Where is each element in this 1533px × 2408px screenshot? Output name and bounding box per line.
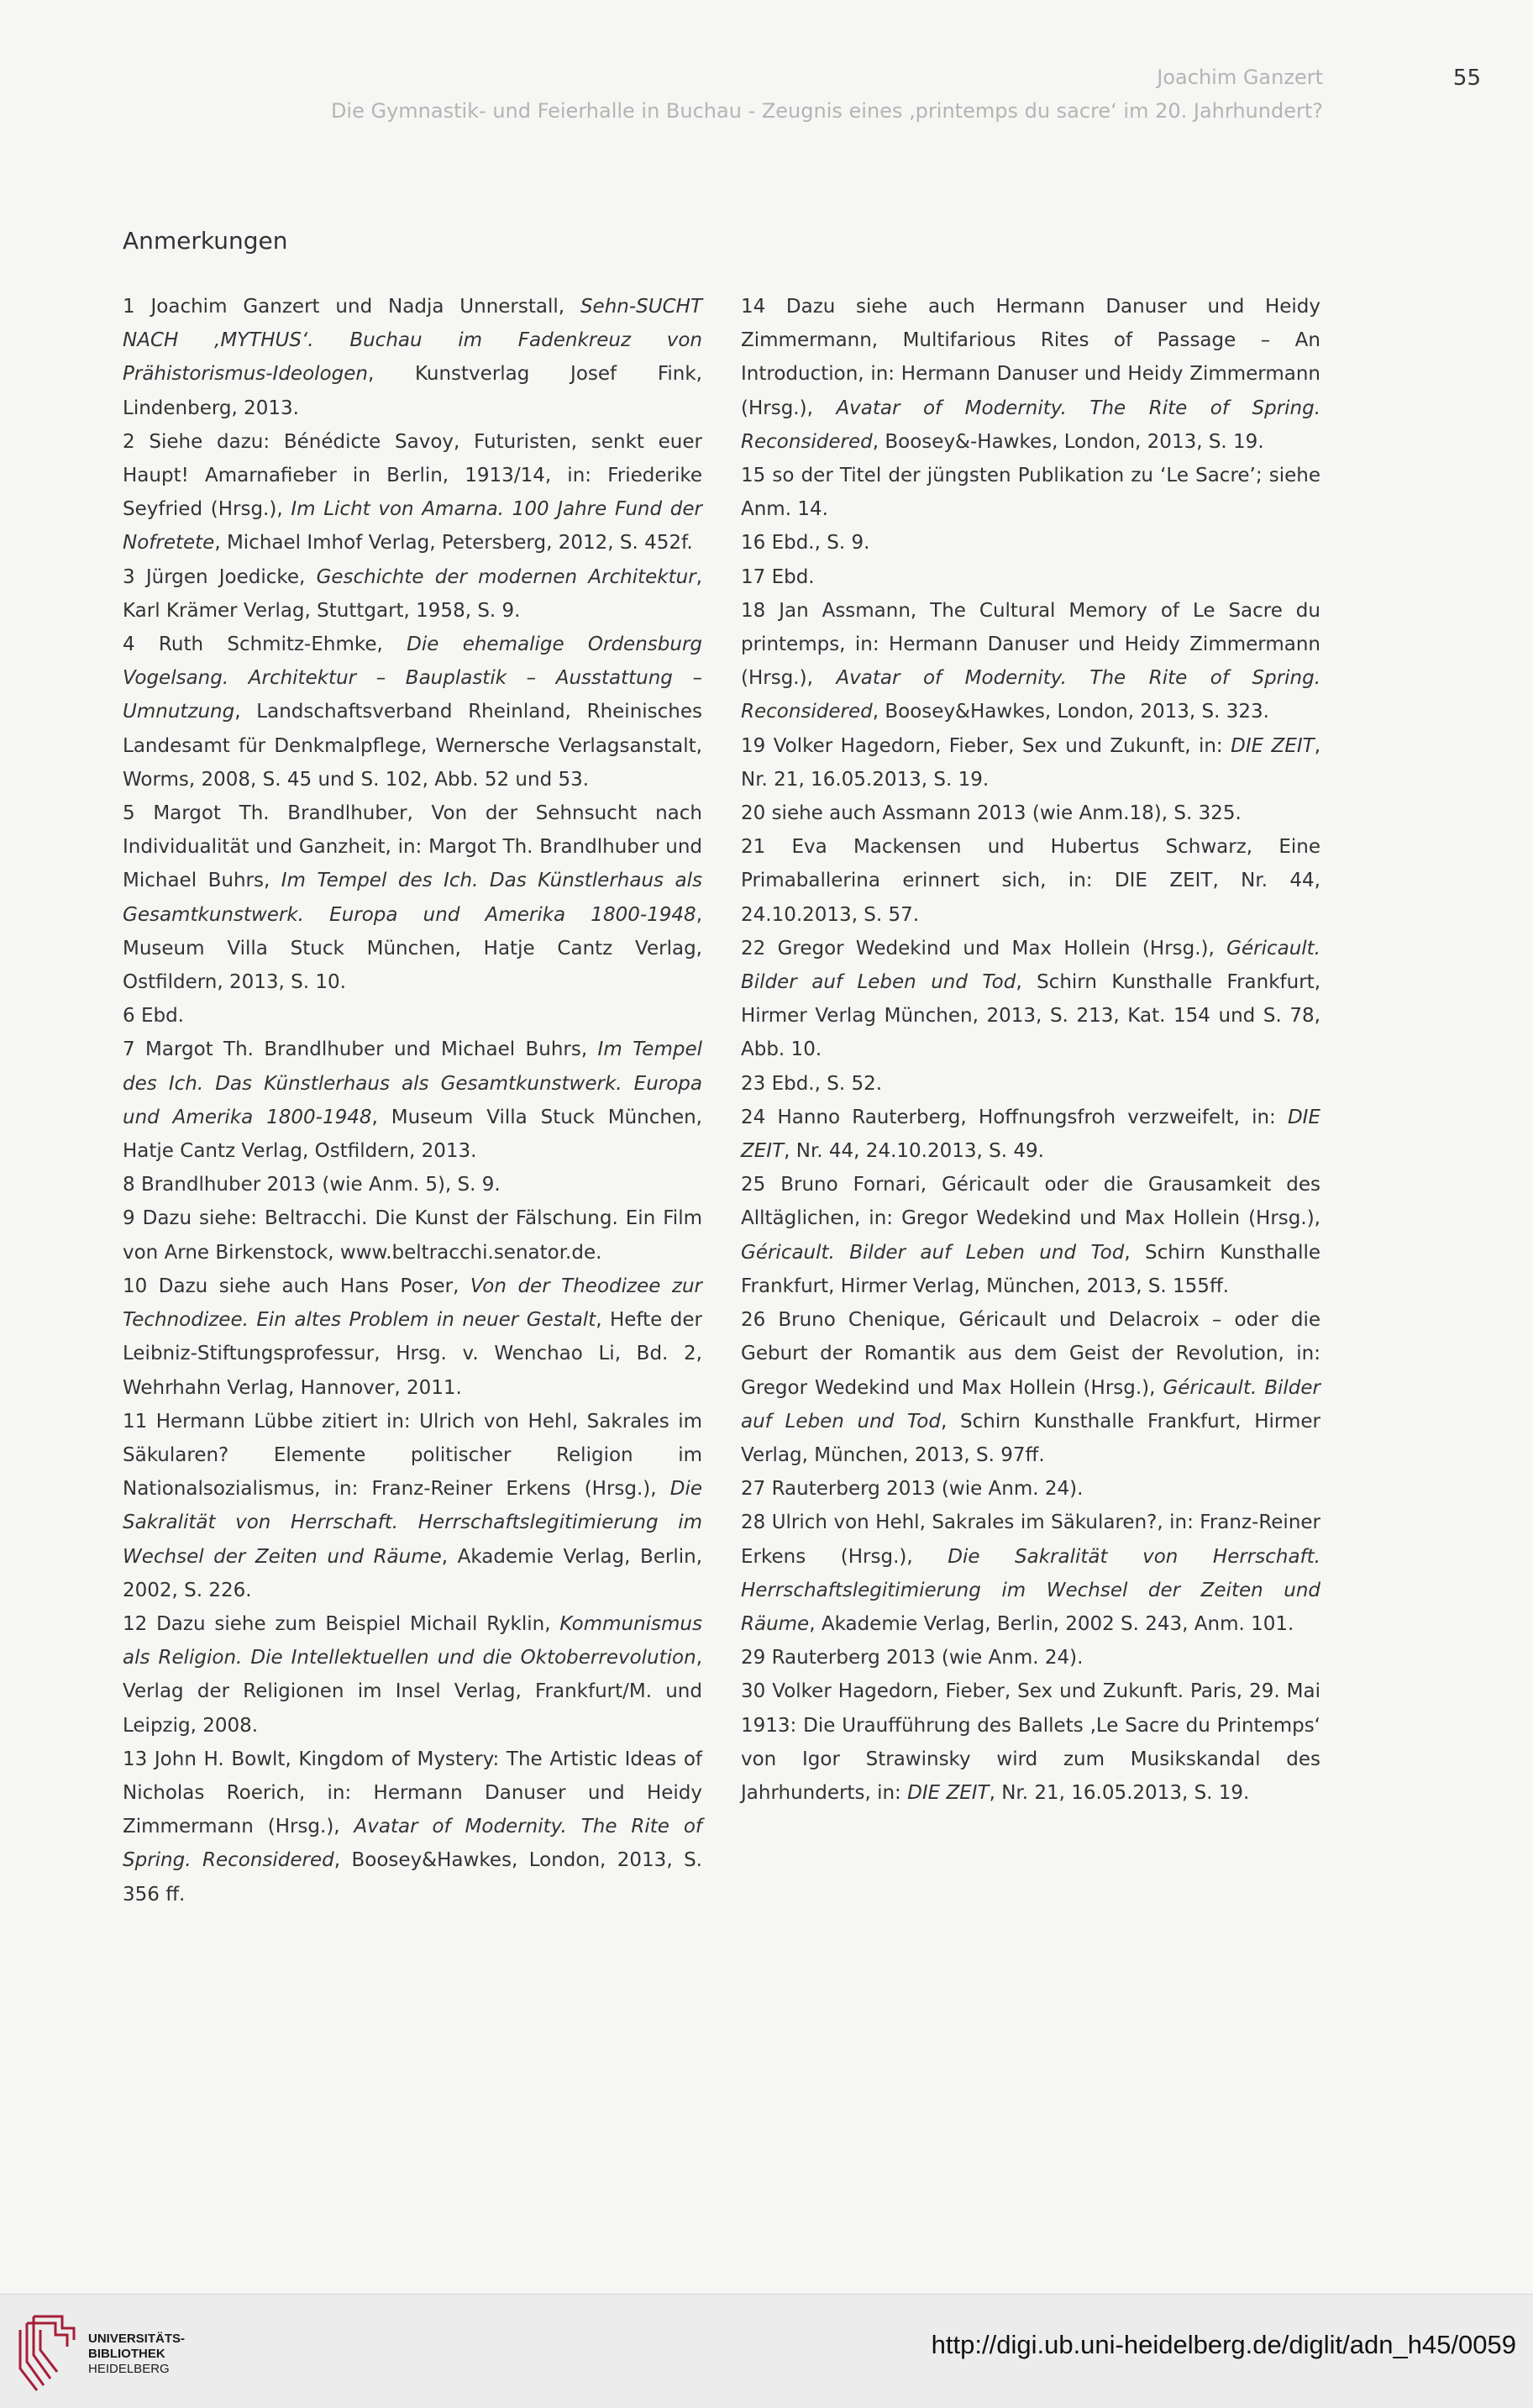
footnote	[741, 729, 1320, 797]
notes-column-left	[123, 290, 702, 1911]
footnote-text: 28 Ulrich von Hehl, Sakrales im Säkularen?, in: Franz-Reiner Erkens (Hrsg.),	[741, 1512, 1320, 1568]
library-name	[88, 2332, 185, 2377]
footnote-text: , Schirn Kunsthalle Frankfurt, Hirmer Verlag München, 2013, S. 213, Kat. 154 und S. 78, Abb. 10.	[741, 971, 1321, 1061]
footnote-text: 7 Margot Th. Brandlhuber und Michael Buhrs,	[123, 1038, 598, 1061]
footnote	[741, 1067, 1320, 1101]
footnote-text: 22 Gregor Wedekind und Max Hollein (Hrsg.),	[741, 937, 1227, 960]
footnote	[123, 628, 702, 797]
footnote-text: 27 Rauterberg 2013 (wie Anm. 24).	[741, 1478, 1084, 1501]
footnote-text: , Boosey&Hawkes, London, 2013, S. 323.	[872, 701, 1269, 723]
footnote-text: 5 Margot Th. Brandlhuber, Von der Sehnsucht nach Individualität und Ganzheit, in: Margot Th. Brandlhuber und Michael Buhrs,	[123, 802, 702, 892]
footnote-text: 3 Jürgen Joedicke,	[123, 565, 317, 588]
footnote-title: Im Tempel des Ich. Das Künstlerhaus als Gesamtkunstwerk. Europa und Amerika 1800-1948	[123, 1038, 702, 1128]
footnote-title: Im Tempel des Ich. Das Künstlerhaus als Gesamtkunstwerk. Europa und Amerika 1800-1948	[123, 870, 702, 926]
footnote	[741, 797, 1320, 830]
footnote-text: 25 Bruno Fornari, Géricault oder die Grausamkeit des Alltäglichen, in: Gregor Wedekind und Max Hollein (Hrsg.),	[741, 1174, 1320, 1230]
footnote-text: 15 so der Titel der jüngsten Publikation zu ‘Le Sacre’; siehe Anm. 14.	[741, 465, 1320, 521]
footnote	[741, 830, 1320, 932]
footnote-text: 20 siehe auch Assmann 2013 (wie Anm.18), S. 325.	[741, 802, 1242, 825]
footnote-text: 17 Ebd.	[741, 565, 815, 588]
footnote-text: 23 Ebd., S. 52.	[741, 1072, 883, 1095]
footnote-text: , Kunstverlag Josef Fink, Lindenberg, 2013.	[123, 363, 702, 419]
footnote-text: 18 Jan Assmann, The Cultural Memory of Le Sacre du printemps, in: Hermann Danuser und Heidy Zimmermann (Hrsg.),	[741, 599, 1320, 690]
footnote-text: 4 Ruth Schmitz-Ehmke,	[123, 634, 407, 656]
footnote	[741, 1641, 1320, 1675]
footnote-text: , Verlag der Religionen im Insel Verlag, Frankfurt/M. und Leipzig, 2008.	[123, 1647, 702, 1737]
footnote	[741, 290, 1320, 459]
digital-library-url[interactable]: http://digi.ub.uni-heidelberg.de/diglit/adn_h45/0059	[931, 2330, 1516, 2359]
footnote	[123, 1033, 702, 1168]
footnote	[741, 594, 1320, 729]
footnote-text: , Boosey&-Hawkes, London, 2013, S. 19.	[872, 430, 1264, 453]
footnote-title: DIE ZEIT	[741, 1106, 1320, 1163]
footnote-text: , Michael Imhof Verlag, Petersberg, 2012, S. 452f.	[214, 532, 693, 555]
footnote	[741, 932, 1320, 1067]
footnote	[741, 1472, 1320, 1506]
footnote-text: 19 Volker Hagedorn, Fieber, Sex und Zukunft, in:	[741, 734, 1231, 757]
footnote-text: 21 Eva Mackensen und Hubertus Schwarz, Eine Primaballerina erinnert sich, in: DIE ZEIT, Nr. 44, 24.10.2013, S. 57.	[741, 836, 1320, 926]
footnote-title: Die Sakralität von Herrschaft. Herrschaftslegitimierung im Wechsel der Zeiten und Räume	[123, 1478, 702, 1568]
footnote	[123, 1607, 702, 1743]
footnote-title: Sehn-SUCHT NACH ‚MYTHUS‘. Buchau im Fadenkreuz von Prähistorismus-Ideologen	[123, 296, 702, 386]
footnote-text: , Akademie Verlag, Berlin, 2002 S. 243, Anm. 101.	[809, 1612, 1294, 1635]
footnote-text: , Nr. 21, 16.05.2013, S. 19.	[989, 1781, 1250, 1804]
footnote-title: Avatar of Modernity. The Rite of Spring. Reconsidered	[741, 397, 1321, 453]
footnote	[123, 425, 702, 560]
footnote-text: , Schirn Kunsthalle Frankfurt, Hirmer Verlag, München, 2013, S. 97ff.	[741, 1410, 1320, 1466]
footnote-text: , Museum Villa Stuck München, Hatje Cantz Verlag, Ostfildern, 2013, S. 10.	[123, 903, 702, 994]
footnote-text: 10 Dazu siehe auch Hans Poser,	[123, 1275, 470, 1297]
footnote-text: , Museum Villa Stuck München, Hatje Cantz Verlag, Ostfildern, 2013.	[123, 1106, 702, 1163]
footnote	[123, 1201, 702, 1269]
section-title: Anmerkungen	[123, 227, 288, 255]
footnote-title: Géricault. Bilder auf Leben und Tod	[741, 1241, 1125, 1264]
footnote	[741, 1303, 1320, 1472]
ub-heidelberg-logo-icon	[18, 2311, 77, 2392]
footnote-title: Geschichte der modernen Architektur	[316, 565, 696, 588]
footnote-text: 14 Dazu siehe auch Hermann Danuser und Heidy Zimmermann, Multifarious Rites of Passage – An Introduction, in: Hermann Danuser und Heidy Zimmermann (Hrsg.),	[741, 296, 1320, 419]
footnote-text: , Schirn Kunsthalle Frankfurt, Hirmer Verlag, München, 2013, S. 155ff.	[741, 1241, 1320, 1297]
header-author: Joachim Ganzert	[1157, 66, 1323, 89]
page-number: 55	[1452, 66, 1481, 91]
footnote-text: 30 Volker Hagedorn, Fieber, Sex und Zukunft. Paris, 29. Mai 1913: Die Uraufführung des Ballets ‚Le Sacre du Printemps‘ von Igor Strawinsky wird zum Musikskandal des Jahrhunderts, in:	[741, 1680, 1320, 1804]
footnote-text: , Akademie Verlag, Berlin, 2002, S. 226.	[123, 1545, 703, 1601]
footnote	[123, 560, 702, 628]
footnote	[741, 1506, 1320, 1641]
footnote	[123, 290, 702, 425]
footnote	[123, 1168, 702, 1201]
footnote-text: 16 Ebd., S. 9.	[741, 532, 870, 555]
footnote-text: , Karl Krämer Verlag, Stuttgart, 1958, S. 9.	[123, 565, 702, 622]
footnote-text: 8 Brandlhuber 2013 (wie Anm. 5), S. 9.	[123, 1174, 501, 1196]
footnote-title: Géricault. Bilder auf Leben und Tod	[741, 937, 1320, 994]
header-title: Die Gymnastik- und Feierhalle in Buchau - Zeugnis eines ‚printemps du sacre‘ im 20. Jahrhundert?	[330, 99, 1323, 123]
footnote-text: 11 Hermann Lübbe zitiert in: Ulrich von Hehl, Sakrales im Säkularen? Elemente politischer Religion im Nationalsozialismus, in: Franz-Reiner Erkens (Hrsg.),	[123, 1410, 702, 1501]
footnote-title: Die Sakralität von Herrschaft. Herrschaftslegitimierung im Wechsel der Zeiten und Räume	[741, 1545, 1320, 1635]
footnote-title: DIE ZEIT	[1231, 734, 1315, 757]
library-line-1: UNIVERSITÄTS-	[88, 2332, 186, 2346]
footnote	[741, 560, 1320, 594]
footnote-title: Die ehemalige Ordensburg Vogelsang. Architektur – Bauplastik – Ausstattung – Umnutzung	[123, 634, 702, 723]
footnote-title: Von der Theodizee zur Technodizee. Ein altes Problem in neuer Gestalt	[123, 1275, 702, 1332]
notes-column-right	[741, 290, 1320, 1810]
footnote-text: , Nr. 21, 16.05.2013, S. 19.	[741, 734, 1320, 791]
footnote-text: 29 Rauterberg 2013 (wie Anm. 24).	[741, 1647, 1084, 1669]
footnote-text: 1 Joachim Ganzert und Nadja Unnerstall,	[123, 296, 580, 318]
footnote-title: Avatar of Modernity. The Rite of Spring. Reconsidered	[123, 1816, 702, 1872]
footnote	[123, 797, 702, 999]
footnote	[741, 1675, 1320, 1810]
footnote-text: , Boosey&Hawkes, London, 2013, S. 356 ff.	[123, 1849, 702, 1906]
footnote	[123, 999, 702, 1033]
footnote-text: 9 Dazu siehe: Beltracchi. Die Kunst der Fälschung. Ein Film von Arne Birkenstock, www.beltracchi.senator.de.	[123, 1207, 702, 1264]
footnote-text: , Landschaftsverband Rheinland, Rheinisches Landesamt für Denkmalpflege, Wernersche Verlagsanstalt, Worms, 2008, S. 45 und S. 102, Abb. 52 und 53.	[123, 701, 702, 791]
footnote-text: , Nr. 44, 24.10.2013, S. 49.	[784, 1140, 1044, 1163]
footnote-title: DIE ZEIT	[907, 1781, 990, 1804]
footnote-title: Im Licht von Amarna. 100 Jahre Fund der Nofretete	[123, 498, 702, 555]
footnote-text: , Hefte der Leibniz-Stiftungsprofessur, Hrsg. v. Wenchao Li, Bd. 2, Wehrhahn Verlag, Hannover, 2011.	[123, 1309, 703, 1399]
footnote-title: Avatar of Modernity. The Rite of Spring. Reconsidered	[741, 667, 1321, 723]
footnote	[123, 1743, 702, 1911]
running-header	[331, 60, 1323, 128]
library-footer	[0, 2294, 1533, 2408]
footnote-text: 26 Bruno Chenique, Géricault und Delacroix – oder die Geburt der Romantik aus dem Geist der Revolution, in: Gregor Wedekind und Max Hollein (Hrsg.),	[741, 1309, 1320, 1399]
footnote-text: 6 Ebd.	[123, 1005, 184, 1028]
footnote-text: 13 John H. Bowlt, Kingdom of Mystery: The Artistic Ideas of Nicholas Roerich, in: Hermann Danuser und Heidy Zimmermann (Hrsg.),	[123, 1748, 702, 1838]
footnote	[123, 1270, 702, 1405]
footnote-title: Géricault. Bilder auf Leben und Tod	[741, 1376, 1320, 1433]
library-line-2: BIBLIOTHEK	[88, 2347, 165, 2361]
footnote-text: 12 Dazu siehe zum Beispiel Michail Ryklin,	[123, 1612, 560, 1635]
footnote	[123, 1405, 702, 1607]
footnote	[741, 1101, 1320, 1168]
footnote-title: Kommunismus als Religion. Die Intellektuellen und die Oktoberrevolution	[123, 1612, 702, 1669]
library-line-3: HEIDELBERG	[88, 2362, 170, 2376]
footnote-text: 2 Siehe dazu: Bénédicte Savoy, Futuristen, senkt euer Haupt! Amarnafieber in Berlin, 1913/14, in: Friederike Seyfried (Hrsg.),	[123, 430, 702, 521]
footnote	[741, 459, 1320, 526]
footnote	[741, 526, 1320, 560]
footnote	[741, 1168, 1320, 1303]
footnote-text: 24 Hanno Rauterberg, Hoffnungsfroh verzweifelt, in:	[741, 1106, 1288, 1128]
